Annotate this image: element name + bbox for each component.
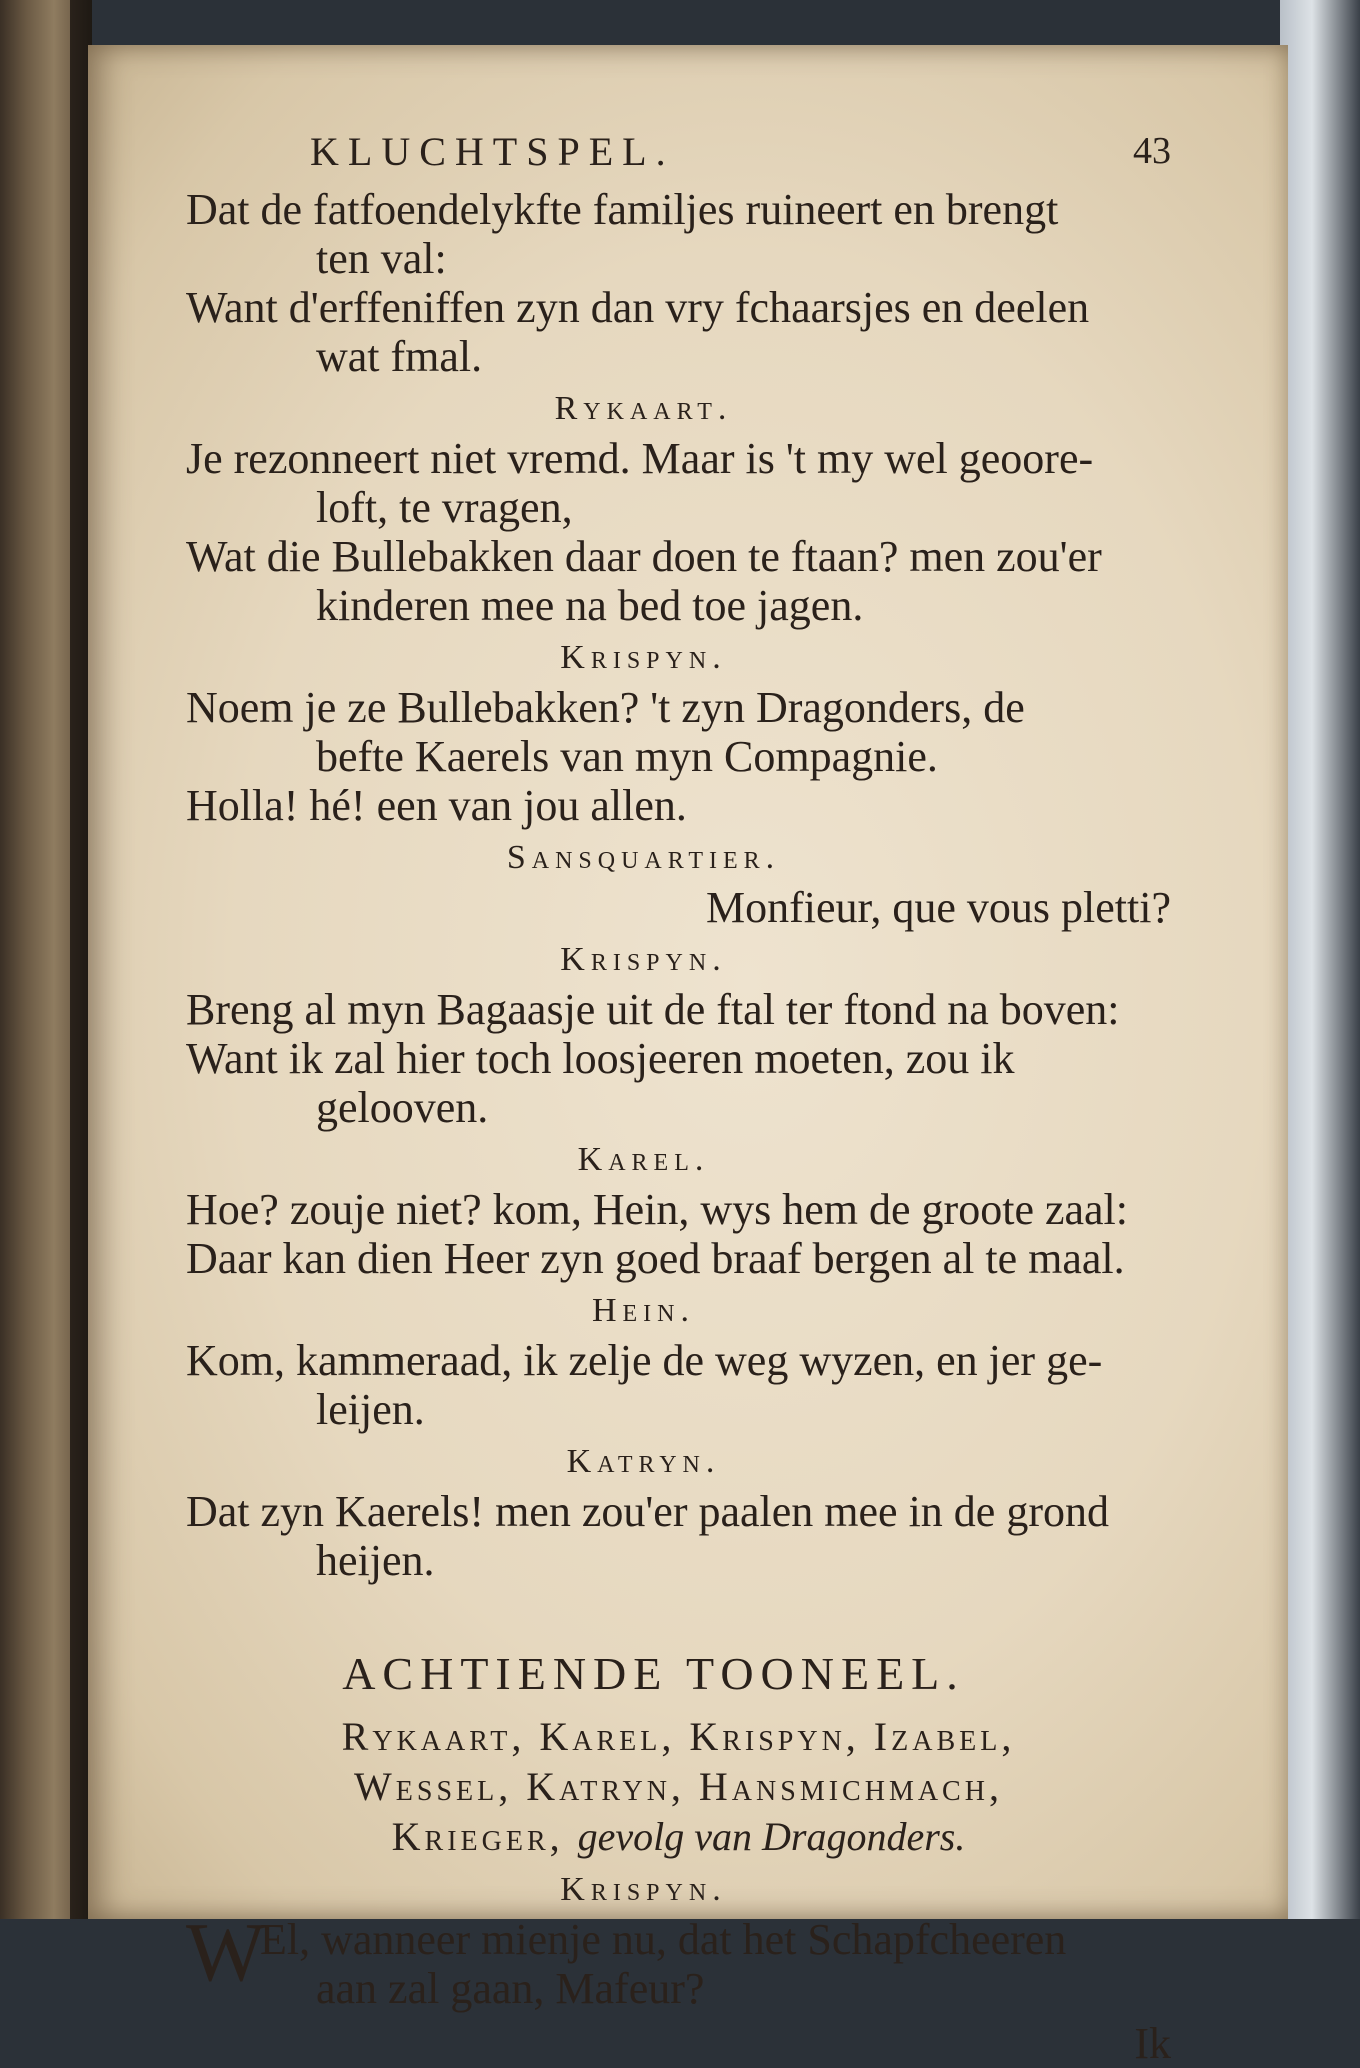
verse-line: Breng al myn Bagaasje uit de ftal ter ftond na boven: (186, 985, 1120, 1034)
speaker-name: Krispyn. (560, 1871, 727, 1908)
verse-line: Je rezonneert niet vremd. Maar is 't my wel geoore- (186, 434, 1094, 483)
running-title: KLUCHTSPEL. (310, 129, 675, 174)
cast-list-line (186, 1812, 1171, 1862)
verse-line: Hoe? zouje niet? kom, Hein, wys hem de groote zaal: (186, 1185, 1129, 1234)
running-head (186, 127, 1171, 185)
cast-list-line: Rykaart, Karel, Krispyn, Izabel, (341, 1714, 1016, 1759)
verse-line: ten val: (316, 234, 447, 283)
verse-line: befte Kaerels van myn Compagnie. (316, 732, 938, 781)
verse-line: Dat zyn Kaerels! men zou'er paalen mee in de grond (186, 1487, 1109, 1536)
verse-line: Daar kan dien Heer zyn goed braaf bergen al te maal. (186, 1234, 1125, 1283)
verse-line: aan zal gaan, Mafeur? (316, 1964, 705, 2013)
verse-line: wat fmal. (316, 332, 483, 381)
catchword: Ik (1134, 2019, 1171, 2068)
verse-line: loft, te vragen, (316, 483, 573, 532)
scene-title: ACHTIENDE TOONEEL. (342, 1648, 965, 1699)
cast-name: Krieger, (391, 1814, 564, 1859)
scene-spacer (186, 1585, 1171, 1649)
verse-line: Wat die Bullebakken daar doen te ftaan? men zou'er (186, 532, 1102, 581)
verse-line: Holla! hé! een van jou allen. (186, 781, 687, 830)
page-text (186, 127, 1171, 2068)
cast-list-line: Wessel, Katryn, Hansmichmach, (354, 1764, 1003, 1809)
speaker-name: Karel. (577, 1141, 710, 1178)
speaker-name: Krispyn. (560, 941, 727, 978)
verse-line: Want ik zal hier toch loosjeeren moeten, zou ik (186, 1034, 1015, 1083)
background-surface (1280, 0, 1360, 1919)
verse-line: Kom, kammeraad, ik zelje de weg wyzen, en jer ge- (186, 1336, 1103, 1385)
verse-line: heijen. (316, 1536, 435, 1585)
verse-line: Dat de fatfoendelykfte familjes ruineert en brengt (186, 185, 1059, 234)
speaker-name: Sansquartier. (506, 839, 781, 876)
drop-cap: W (186, 1906, 266, 1999)
verse-line: gelooven. (316, 1083, 489, 1132)
speaker-name: Rykaart. (554, 390, 733, 427)
verse-line: Noem je ze Bullebakken? 't zyn Dragonders, de (186, 683, 1025, 732)
page-number: 43 (1133, 130, 1171, 172)
verse-line: Monfieur, que vous pletti? (705, 883, 1171, 932)
verse-line: leijen. (316, 1385, 425, 1434)
verse-line-rest: El, wanneer mienje nu, dat het Schapfcheeren (260, 1915, 1067, 1964)
verse-line: Want d'erffeniffen zyn dan vry fchaarsjes en deelen (186, 283, 1090, 332)
speaker-name: Hein. (591, 1292, 696, 1329)
speaker-name: Katryn. (566, 1443, 721, 1480)
speaker-name: Krispyn. (560, 639, 727, 676)
cast-note: gevolg van Dragonders. (577, 1814, 966, 1859)
book-page (88, 45, 1288, 2068)
verse-line: kinderen mee na bed toe jagen. (316, 581, 864, 630)
